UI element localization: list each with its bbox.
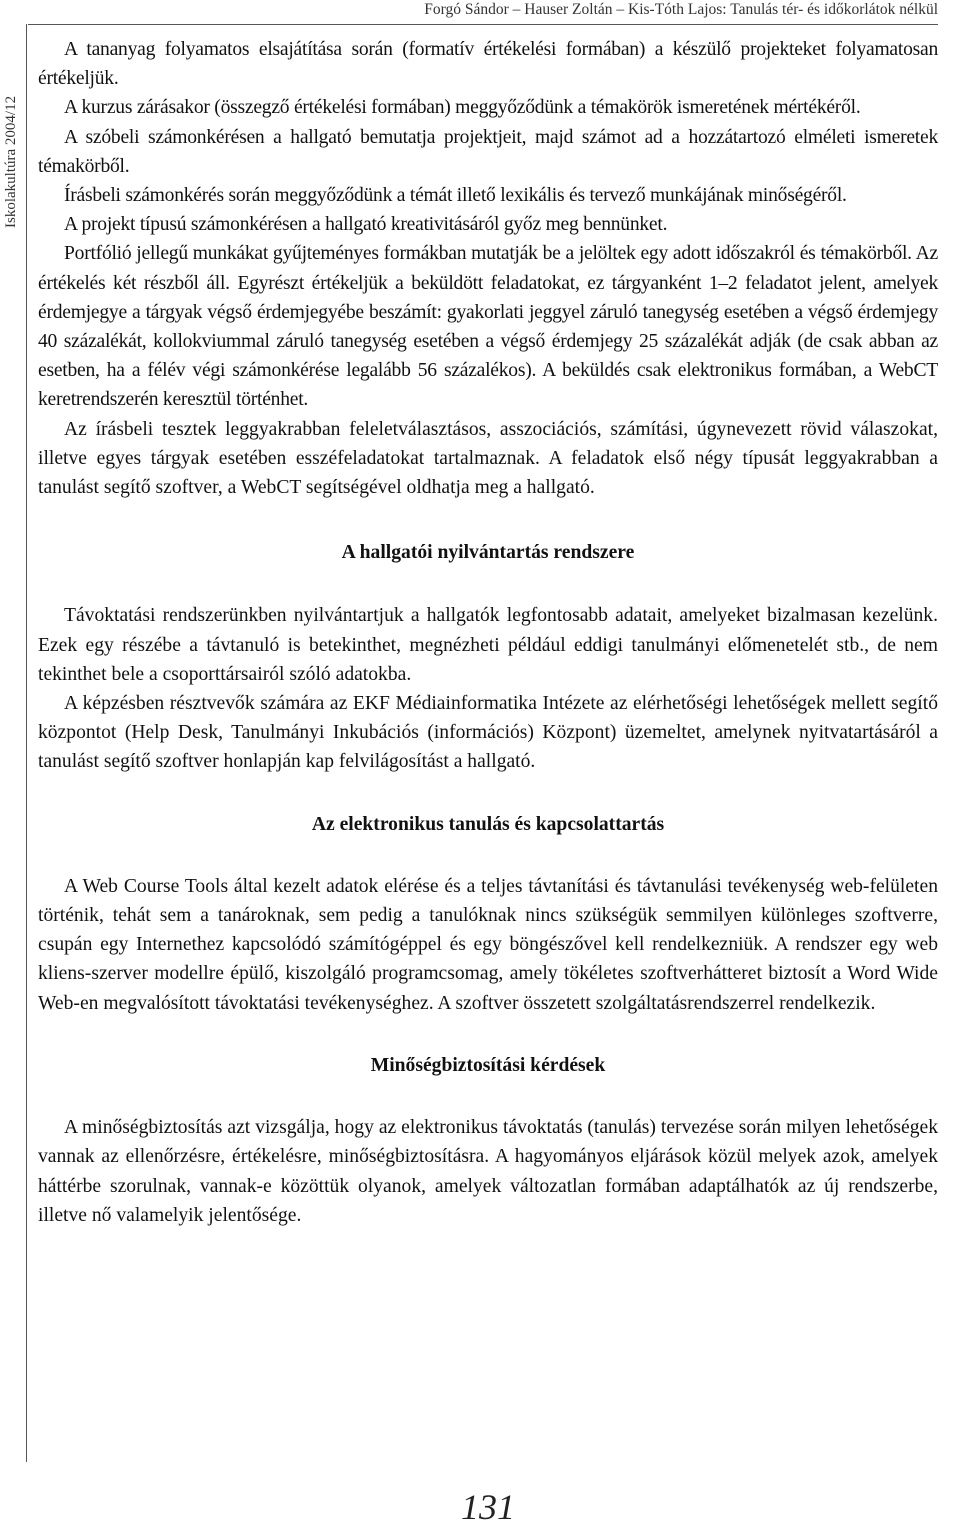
page-number: 131 <box>461 1487 515 1527</box>
header-rule <box>28 24 938 25</box>
paragraph: A Web Course Tools által kezelt adatok elérése és a teljes távtanítási és távtanulási tevékenység web-felületen történik, tehát sem a tanároknak, sem pedig a tanulóknak nincs szükségük semmilyen különleges szoftverre, csupán egy Internethez kapcsolódó számítógéppel és egy böngészővel kell rendelkezniük. A rendszer egy web kliens-szerver modellre épülő, kiszolgáló programcsomag, amely tökéletes szoftverhátteret biztosít a Word Wide Web-en megvalósított távoktatási tevékenységhez. A szoftver összetett szolgáltatásrendszerrel rendelkezik. <box>38 875 938 1014</box>
paragraph: A képzésben résztvevők számára az EKF Médiainformatika Intézete az elérhetőségi lehetőségek mellett segítő központot (Help Desk, Tanulmányi Inkubációs (információs) Központ) üzemeltet, amelynek nyitvatartásáról a tanulást segítő szoftver honlapján kap felvilágosítást a hallgató. <box>38 693 938 773</box>
paragraph: A projekt típusú számonkérésen a hallgató kreativitásáról győz meg bennünket. <box>64 214 668 236</box>
paragraph: A kurzus zárásakor (összegző értékelési formában) meggyőződünk a témakörök ismeretének mértékéről. <box>64 97 861 119</box>
journal-side-title <box>1 14 23 234</box>
paragraph: A szóbeli számonkérésen a hallgató bemutatja projektjeit, majd számot ad a hozzátartozó elméleti ismeretek témakörből. <box>38 126 938 177</box>
paragraph: Írásbeli számonkérés során meggyőződünk a témát illető lexikális és tervező munkájának minőségéről. <box>64 185 847 207</box>
section-heading: Minőségbiztosítási kérdések <box>370 1054 606 1076</box>
paragraph: Portfólió jellegű munkákat gyűjteményes formákban mutatják be a jelöltek egy adott időszakról és témakörből. Az értékelés két részből áll. Egyrészt értékeljük a beküldött feladatokat, ez tárgyanként 1–2 feladatot jelent, amelyek érdemjegye a tárgyak végső érdemjegyébe beszámít: gyakorlati jeggyel záruló tanegység esetében a végső érdemjegy 40 százalékát, kollokviummal záruló tanegység esetében a végső érdemjegy 25 százalékát adják (de csak abban az esetben, ha a félév végi számonkérése legalább 56 százalékos). A beküldés csak elektronikus formában, a WebCT keretrendszerén keresztül történhet. <box>38 243 938 411</box>
article-body <box>38 35 938 1230</box>
journal-name: Iskolakultúra 2004/12 <box>3 95 19 228</box>
side-rule <box>26 24 27 1462</box>
paragraph: Távoktatási rendszerünkben nyilvántartjuk a hallgatók legfontosabb adatait, amelyeket bizalmasan kezelünk. Ezek egy részébe a távtanuló is betekinthet, megnézheti például eddigi tanulmányi előmenetelét stb., de nem tekinthet bele a csoporttársairól szóló adatokba. <box>38 605 938 685</box>
paragraph: A tananyag folyamatos elsajátítása során (formatív értékelési formában) a készülő projekteket folyamatosan értékeljük. <box>38 39 938 90</box>
running-header: Forgó Sándor – Hauser Zoltán – Kis-Tóth Lajos: Tanulás tér- és időkorlátok nélkül <box>424 1 938 18</box>
paragraph: A minőségbiztosítás azt vizsgálja, hogy az elektronikus távoktatás (tanulás) tervezése során milyen lehetőségek vannak az ellenőrzésre, értékelésre, minőségbiztosításra. A hagyományos eljárások közül melyek azok, amelyek háttérbe szorulnak, vannak-e közöttük olyanok, amelyek változatlan formában adaptálhatók az új rendszerbe, illetve nő valamelyik jelentősége. <box>38 1117 938 1226</box>
section-heading: Az elektronikus tanulás és kapcsolattartás <box>311 813 665 835</box>
paragraph: Az írásbeli tesztek leggyakrabban feleletválasztásos, asszociációs, számítási, úgynevezett rövid válaszokat, illetve egyes tárgyak esetében esszéfeladatokat tartalmaznak. A feladatok első négy típusát leggyakrabban a tanulást segítő szoftver, a WebCT segítségével oldhatja meg a hallgató. <box>38 418 938 499</box>
section-heading: A hallgatói nyilvántartás rendszere <box>341 542 635 564</box>
